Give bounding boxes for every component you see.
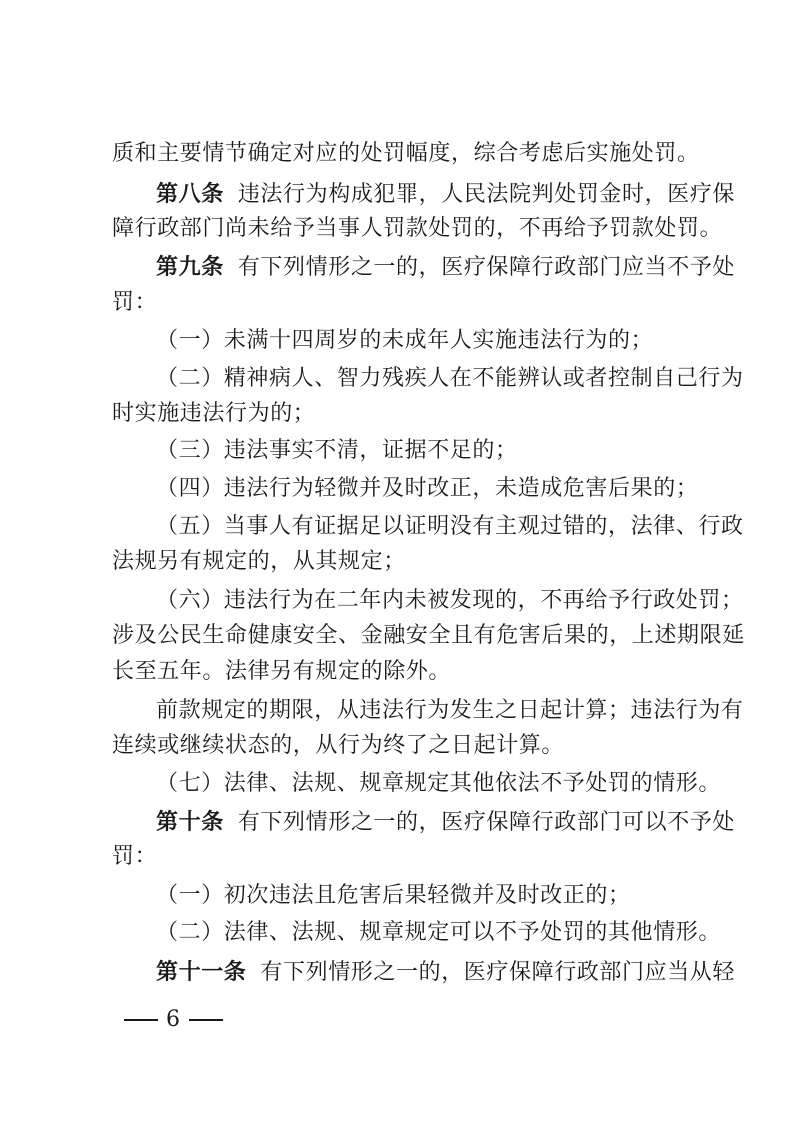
paragraph-line (112, 546, 704, 578)
list-item (156, 511, 748, 543)
line-text: 前款规定的期限，从违法行为发生之日起计算；违法行为有 (156, 698, 744, 723)
line-text: （一）未满十四周岁的未成年人实施违法行为的； (156, 328, 654, 353)
line-text: （六）违法行为在二年内未被发现的，不再给予行政处罚； (156, 588, 744, 613)
article-11-heading: 第十一条 (156, 959, 247, 985)
article-8-line (156, 178, 748, 211)
line-text: （一）初次违法且危害后果轻微并及时改正的； (156, 883, 631, 908)
page-number (116, 1004, 231, 1036)
article-9-line (156, 251, 748, 284)
page-number-left-dash (124, 1019, 158, 1021)
paragraph-line (156, 695, 748, 727)
article-11-line (156, 956, 748, 989)
line-text: 有下列情形之一的，医疗保障行政部门应当从轻 (260, 960, 736, 985)
line-text: 法规另有规定的，从其规定； (112, 549, 406, 574)
list-item (156, 473, 748, 505)
line-text: 有下列情形之一的，医疗保障行政部门可以不予处 (237, 810, 736, 835)
paragraph-line (112, 287, 704, 319)
line-text: （五）当事人有证据足以证明没有主观过错的，法律、行政 (156, 514, 744, 539)
line-text: 罚： (112, 844, 158, 869)
line-text: 障行政部门尚未给予当事人罚款处罚的，不再给予罚款处罚。 (112, 216, 723, 241)
article-9-heading: 第九条 (156, 254, 224, 280)
line-text: 涉及公民生命健康安全、金融安全且有危害后果的，上述期限延 (112, 623, 745, 648)
page-number-value: 6 (166, 1007, 181, 1032)
line-text: 有下列情形之一的，医疗保障行政部门应当不予处 (237, 255, 736, 280)
paragraph-line (112, 730, 704, 762)
list-item (156, 363, 748, 395)
line-text: 罚： (112, 290, 158, 315)
line-text: （二）精神病人、智力残疾人在不能辨认或者控制自己行为 (156, 366, 744, 391)
paragraph-line (112, 656, 704, 688)
line-text: 长至五年。法律另有规定的除外。 (112, 659, 452, 684)
line-text: 违法行为构成犯罪，人民法院判处罚金时，医疗保 (237, 182, 736, 207)
line-text: （七）法律、法规、规章规定其他依法不予处罚的情形。 (156, 771, 722, 796)
paragraph-line (112, 138, 704, 170)
paragraph-line (112, 213, 723, 245)
list-item (156, 325, 748, 357)
paragraph-line (112, 398, 704, 430)
list-item (156, 768, 748, 800)
line-text: 质和主要情节确定对应的处罚幅度，综合考虑后实施处罚。 (112, 141, 700, 166)
line-text: （二）法律、法规、规章规定可以不予处罚的其他情形。 (156, 920, 722, 945)
article-10-line (156, 806, 748, 839)
article-10-heading: 第十条 (156, 809, 224, 835)
list-item (156, 585, 748, 617)
article-8-heading: 第八条 (156, 181, 224, 207)
list-item (156, 917, 748, 949)
line-text: （三）违法事实不清，证据不足的； (156, 438, 518, 463)
page-number-right-dash (189, 1019, 223, 1021)
list-item (156, 880, 748, 912)
paragraph-line (112, 841, 704, 873)
list-item (156, 435, 748, 467)
paragraph-line (112, 620, 745, 652)
line-text: （四）违法行为轻微并及时改正，未造成危害后果的； (156, 476, 699, 501)
line-text: 连续或继续状态的，从行为终了之日起计算。 (112, 733, 565, 758)
line-text: 时实施违法行为的； (112, 401, 316, 426)
